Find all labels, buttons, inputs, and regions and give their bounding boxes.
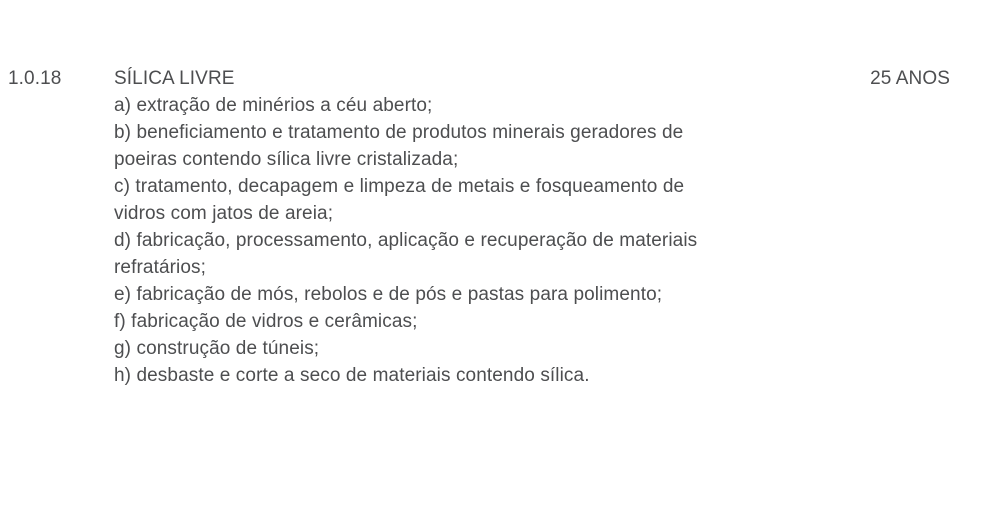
entry-code: 1.0.18 (8, 68, 62, 89)
description-line: e) fabricação de mós, rebolos e de pós e pastas para polimento; (114, 284, 663, 305)
description-line: b) beneficiamento e tratamento de produtos minerais geradores de (114, 122, 684, 143)
description-line: f) fabricação de vidros e cerâmicas; (114, 311, 418, 332)
entry-description (114, 65, 804, 389)
description-line: h) desbaste e corte a seco de materiais contendo sílica. (114, 365, 590, 386)
entry-title: SÍLICA LIVRE (114, 68, 235, 89)
description-line: poeiras contendo sílica livre cristalizada; (114, 149, 459, 170)
description-line: vidros com jatos de areia; (114, 203, 334, 224)
description-line: c) tratamento, decapagem e limpeza de metais e fosqueamento de (114, 176, 685, 197)
description-line: a) extração de minérios a céu aberto; (114, 95, 433, 116)
description-line: d) fabricação, processamento, aplicação e recuperação de materiais (114, 230, 698, 251)
entry-duration: 25 ANOS (870, 68, 950, 89)
description-line: refratários; (114, 257, 207, 278)
description-line: g) construção de túneis; (114, 338, 320, 359)
